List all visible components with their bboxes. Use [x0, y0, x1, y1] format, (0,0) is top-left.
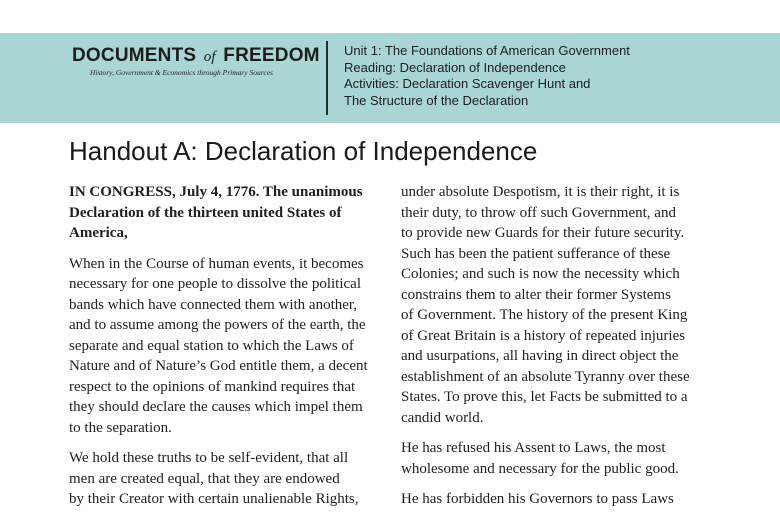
- text-line: respect to the opinions of mankind requires that: [69, 378, 356, 395]
- left-column: [69, 182, 389, 520]
- text-line: candid world.: [401, 409, 484, 426]
- text-line: establishment of an absolute Tyranny over these: [401, 368, 690, 385]
- text-line: Colonies; and such is now the necessity which: [401, 266, 680, 282]
- text-line: We hold these truths to be self-evident, that all: [69, 450, 349, 466]
- logo-word-of: of: [203, 49, 216, 65]
- paragraph: [401, 182, 721, 428]
- paragraph: [69, 254, 389, 439]
- text-line: He has forbidden his Governors to pass Laws: [401, 491, 674, 507]
- logo-word-freedom: FREEDOM: [223, 45, 320, 66]
- text-line: to the separation.: [69, 419, 172, 436]
- documents-of-freedom-logo: [72, 45, 320, 77]
- text-line: under absolute Despotism, it is their right, it is: [401, 184, 680, 200]
- header-banner: [0, 33, 780, 123]
- text-line: they should declare the causes which impel them: [69, 399, 363, 415]
- text-line: separate and equal station to which the Laws of: [69, 337, 354, 354]
- declaration-heading: [69, 182, 389, 244]
- logo-word-documents: DOCUMENTS: [72, 45, 197, 66]
- text-line: their duty, to throw off such Government, and: [401, 204, 676, 221]
- logo-title: [72, 45, 320, 67]
- unit-line: Unit 1: The Foundations of American Government: [344, 43, 630, 58]
- text-line: and to assume among the powers of the earth, the: [69, 317, 366, 333]
- reading-line: Reading: Declaration of Independence: [344, 59, 566, 75]
- text-line: Declaration of the thirteen united States of: [69, 204, 342, 221]
- text-line: States. To prove this, let Facts be submitted to a: [401, 389, 688, 405]
- paragraph: [69, 448, 389, 510]
- paragraph: [401, 489, 721, 510]
- text-line: by their Creator with certain unalienable Rights,: [69, 491, 359, 507]
- text-line: When in the Course of human events, it becomes: [69, 255, 364, 272]
- activities-line: Activities: Declaration Scavenger Hunt and: [344, 76, 591, 91]
- text-line: necessary for one people to dissolve the political: [69, 276, 361, 292]
- text-line: Such has been the patient sufferance of these: [401, 245, 671, 262]
- text-line: and usurpations, all having in direct object the: [401, 348, 679, 364]
- logo-tagline: History, Government & Economics through Primary Sources: [90, 68, 273, 77]
- text-line: constrains them to alter their former Systems: [401, 286, 671, 303]
- text-line: men are created equal, that they are endowed: [69, 470, 340, 487]
- header-divider: [326, 41, 328, 115]
- activities-line-cont: The Structure of the Declaration: [344, 92, 529, 108]
- text-line: of Government. The history of the present King: [401, 307, 688, 323]
- text-line: to provide new Guards for their future security.: [401, 225, 685, 241]
- text-line: He has refused his Assent to Laws, the most: [401, 440, 666, 456]
- text-line: IN CONGRESS, July 4, 1776. The unanimous: [69, 184, 363, 200]
- unit-info: [344, 43, 630, 109]
- paragraph: [401, 438, 721, 479]
- text-line: America,: [69, 225, 128, 241]
- text-line: bands which have connected them with another,: [69, 296, 358, 313]
- text-line: of Great Britain is a history of repeated injuries: [401, 327, 686, 344]
- right-column: [401, 182, 721, 520]
- text-line: Nature and of Nature’s God entitle them, a decent: [69, 358, 368, 374]
- text-line: wholesome and necessary for the public good.: [401, 460, 679, 477]
- handout-title: Handout A: Declaration of Independence: [69, 136, 538, 166]
